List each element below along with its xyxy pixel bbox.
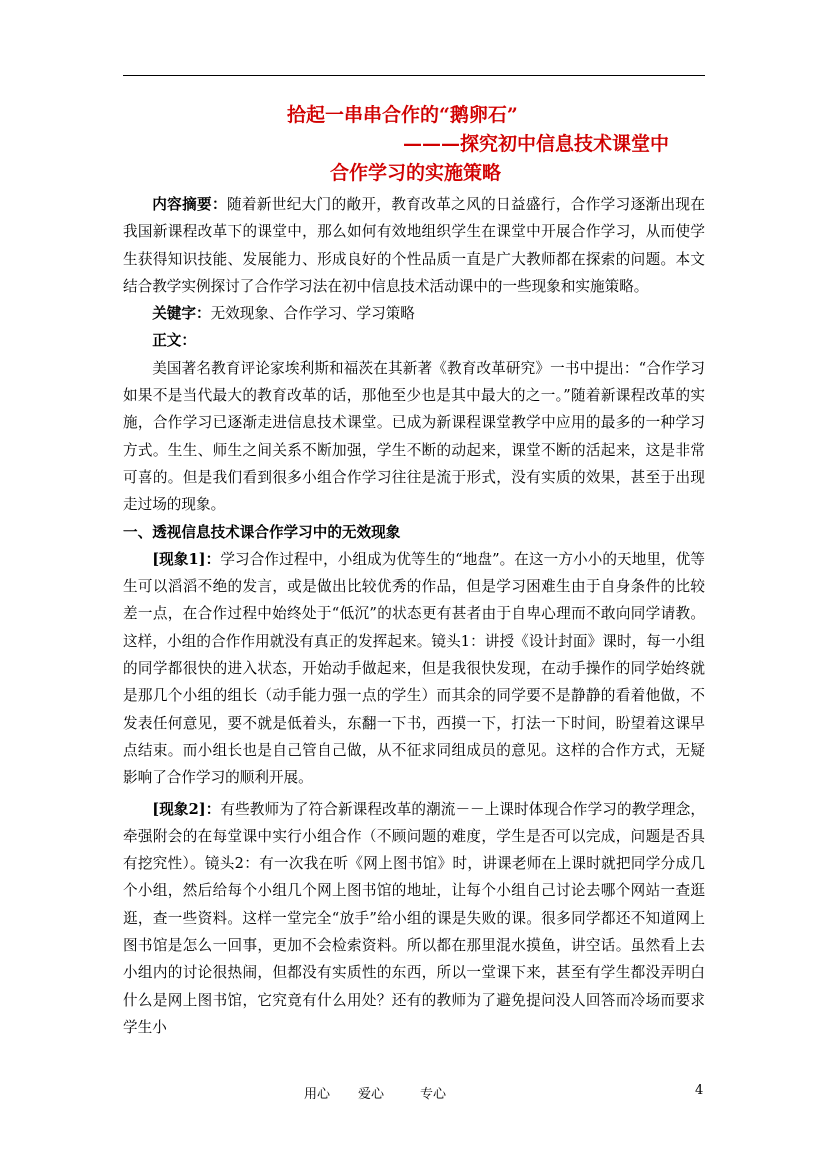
abstract-label: 内容摘要： [152,196,227,213]
footer-motto-3: 专心 [420,1087,447,1102]
section-heading-1: 一、透视信息技术课合作学习中的无效现象 [123,523,401,541]
main-text-label: 正文： [152,332,196,350]
footer-motto-1: 用心 [304,1087,331,1102]
keywords-text: 无效现象、合作学习、学习策略 [210,305,415,323]
phenomenon-2-paragraph [123,796,705,1042]
keywords-paragraph [123,300,705,327]
title-line-1: 拾起一串串合作的“鹅卵石” [287,104,518,126]
title-line-2: ———探究初中信息技术课堂中 [403,133,670,155]
footer-motto-2: 爱心 [358,1087,385,1102]
abstract-text: 随着新世纪大门的敞开，教育改革之风的日益盛行，合作学习逐渐出现在我国新课程改革下的课堂中，那么如何有效地组织学生在课堂中开展合作学习，从而使学生获得知识技能、发展能力、形成良好的个性品质一直是广大教师都在探索的问题。本文结合教学实例探讨了合作学习法在初中信息技术活动课中的一些现象和实施策略。 [123,196,705,295]
page-number: 4 [695,1083,704,1098]
keywords-label: 关键字： [152,305,211,323]
phenomenon-1-text: 学习合作过程中，小组成为优等生的“地盘”。在这一方小小的天地里，优等生可以滔滔不绝的发言，或是做出比较优秀的作品，但是学习困难生由于自身条件的比较差一点，在合作过程中始终处于“低沉”的状态更有甚者由于自卑心理而不敢向同学请教。这样，小组的合作作用就没有真正的发挥起来。镜头1：讲授《设计封面》课时，每一小组的同学都很快的进入状态，开始动手做起来，但是我很快发现，在动手操作的同学始终就是那几个小组的组长（动手能力强一点的学生）而其余的同学要不是静静的看着他做，不发表任何意见，要不就是低着头，东翻一下书，西摸一下，打法一下时间，盼望着这课早点结束。而小组长也是自己管自己做，从不征求同组成员的意见。这样的合作方式，无疑影响了合作学习的顺利开展。 [123,550,705,787]
title-line-3: 合作学习的实施策略 [330,162,502,184]
abstract-paragraph [123,191,705,300]
document-body [123,191,705,1041]
phenomenon-2-label: [现象2]： [152,800,221,818]
intro-paragraph: 美国著名教育评论家埃利斯和福茨在其新著《教育改革研究》一书中提出：“合作学习如果不是当代最大的教育改革的话，那他至少也是其中最大的之一。”随着新课程改革的实施，合作学习已逐渐走进信息技术课堂。已成为新课程课堂教学中应用的最多的一种学习方式。生生、师生之间关系不断加强，学生不断的动起来，课堂不断的活起来，这是非常可喜的。但是我们看到很多小组合作学习往往是流于形式，没有实质的效果，甚至于出现走过场的现象。 [123,359,705,514]
phenomenon-2-text: 有些教师为了符合新课程改革的潮流－－上课时体现合作学习的教学理念，牵强附会的在每堂课中实行小组合作（不顾问题的难度，学生是否可以完成，问题是否具有挖究性）。镜头2：有一次我在听《网上图书馆》时，讲课老师在上课时就把同学分成几个小组，然后给每个小组几个网上图书馆的地址，让每个小组自己讨论去哪个网站一查逛逛，查一些资料。这样一堂完全“放手”给小组的课是失败的课。很多同学都还不知道网上图书馆是怎么一回事，更加不会检索资料。所以都在那里混水摸鱼，讲空话。虽然看上去小组内的讨论很热闹，但都没有实质性的东西，所以一堂课下来，甚至有学生都没弄明白什么是网上图书馆，它究竟有什么用处？还有的教师为了避免提问没人回答而冷场而要求学生小 [123,800,705,1036]
header-rule [123,75,705,76]
phenomenon-1-label: [现象1]： [152,550,221,568]
phenomenon-1-paragraph [123,546,705,792]
